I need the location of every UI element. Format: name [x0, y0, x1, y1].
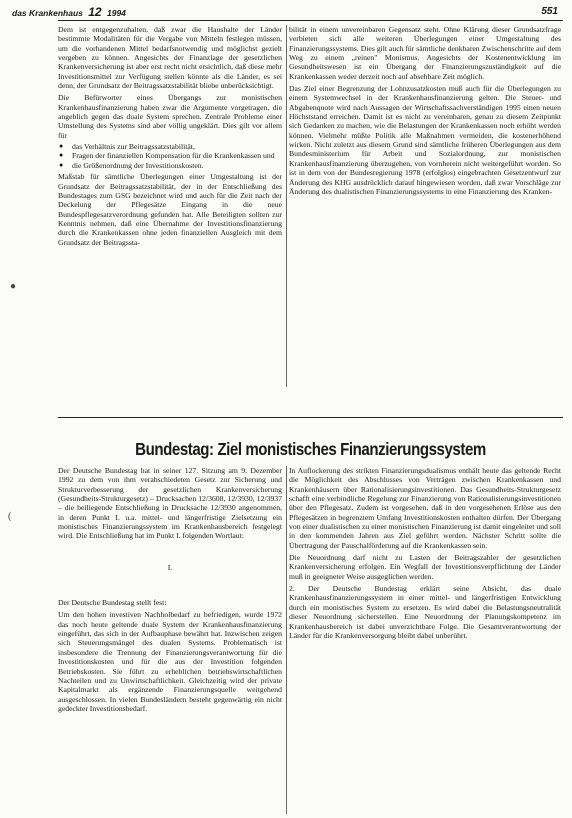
issue-number: 12: [88, 5, 102, 19]
article-col2-paragraph-3: 2. Der Deutsche Bundestag erklärt seine Absicht, das duale Krankenhausfinanzierungssystem in einer mittel- und längerfristigen Entwicklung durch ein monistisches System zu ersetzen. Es wird dabei die Belastungsneutralität dieser Neuordnung sicherstellen. Eine Neuordnung der Planungskompetenz im Krankenhausbereich ist dabei unverzichtbare Folge. Die Gesamtverantwortung der Länder für die Krankenversorgung bleibt dabei unberührt.: [289, 584, 561, 640]
section-roman-numeral: I.: [167, 562, 173, 572]
bullet-item: ● die Größenordnung der Investitionskosten.: [58, 161, 282, 170]
binding-hole-mark: ●: [10, 281, 17, 292]
article-column-2: [289, 466, 561, 640]
article-headline: Bundestag: Ziel monistisches Finanzierungssystem: [135, 439, 486, 459]
article-col2-paragraph-2: Die Neuordnung darf nicht zu Lasten der Beitragszahler der gesetzlichen Krankenversicherung erfolgen. Ein Wegfall der Investitionsverpflichtung der Länder muß in geeigneter Weise ausgeglichen werden.: [289, 553, 561, 581]
issue-year: 1994: [106, 8, 126, 18]
page-number: 551: [541, 6, 558, 17]
journal-running-head: [12, 5, 126, 19]
issue-bullet-list: [58, 142, 282, 170]
article-top-rule: [58, 417, 563, 418]
top-col1-paragraph-2: Die Befürworter eines Übergangs zur monistischen Krankenhausfinanzierung haben zwar die Argumente vorgetragen, die angeblich gegen das duale System sprechen. Zentrale Probleme einer Umstellung des Systems sind aber völlig ungeklärt. Dies gilt vor allem für: [58, 93, 282, 140]
binding-hole-mark: (: [8, 511, 12, 522]
top-column-divider: [286, 25, 287, 387]
bullet-item: ● das Verhältnis zur Beitragssatzstabilität,: [58, 142, 282, 151]
journal-name: das Krankenhaus: [12, 8, 83, 18]
bullet-item: ● Fragen der finanziellen Kompensation für die Krankenkassen und: [58, 151, 282, 160]
article-column-divider: [286, 466, 287, 814]
top-col2-paragraph-2: Das Ziel einer Begrenzung der Lohnzusatzkosten muß auch für die Überlegungen zu einem Systemwechsel in der Krankenhausfinanzierung gelten. Die Steuer- und Abgabenquote wird nach Aussagen der Wirtschaftssachverständigen 1995 einen neuen Höchststand erreichen. Damit ist es nicht zu vereinbaren, genau zu diesem Zeitpunkt sich Gedanken zu machen, wie die Belastungen der Krankenkassen noch erhöht werden können. Vielmehr müßte Politik alle Maßnahmen vermeiden, die kostenerhöhend wirken. Nicht zuletzt aus diesem Grund sind sämtliche früheren Überlegungen aus dem Bundesministerium für Arbeit und Sozialordnung, zur monistischen Krankenhausfinanzierung überzugehen, von vornherein nicht weitergeführt worden. So ist in dem von der Bundesregierung 1978 (erfolglos) eingebrachten Gesetzentwurf zur Änderung des KHG ausdrücklich darauf hingewiesen worden, daß zwar Vorschläge zur Änderung des dualistischen Finanzierungssystems in eine Finanzierung des Kranken-: [289, 84, 561, 196]
article-col1-paragraph-2: Der Deutsche Bundestag stellt fest:: [58, 598, 167, 608]
article-col2-paragraph-1: In Auflockerung des strikten Finanzierungsdualismus enthält heute das geltende Recht die Möglichkeit des Abschlusses von Verträgen zwischen Krankenkassen und Krankenhäusern über Rationalisierungsinvestitionen. Das Gesundheits-Strukturgesetz schafft eine verbindliche Regelung zur Finanzierung von Rationalisierungsinvestitionen über den Pflegesatz. Zudem ist vorgesehen, daß in den vorgesehenen Erlöse aus den Pflegesätzen in begrenztem Umfang Investitionskosten enthalten dürfen. Der Übergang von einer dualistischen zu einer monistischen Finanzierung ist damit eingeleitet und soll in den kommenden Jahren aus Ziel geführt werden. Nächster Schritt sollte die Übertragung der Pauschalförderung auf die Krankenkassen sein.: [289, 466, 561, 550]
header-rule: [58, 20, 563, 21]
top-column-1: [58, 25, 282, 247]
top-col2-paragraph-1: bilität in einem unvereinbaren Gegensatz steht. Ohne Klärung dieser Grundsatzfrage verbieten sich alle weiteren Überlegungen einer Umgestaltung des Finanzierungssystems. Dies gilt auch für sämtliche denkbaren Zwischenschritte auf dem Weg zu einem „reinen" Monismus. Angesichts der Kostenentwicklung im Gesundheitswesen ist ein Übergang der Finanzierungszuständigkeit auf die Krankenkassen weder derzeit noch auf absehbare Zeit möglich.: [289, 25, 561, 81]
top-column-2: [289, 25, 561, 196]
top-col1-paragraph-3: Maßstab für sämtliche Überlegungen einer Umgestaltung ist der Grundsatz der Beitragssatzstabilität, der in der Entschließung des Bundestages zum GSG bezeichnet wird und auch für die Zeit nach der Deckelung der Pflegesätze Eingang in die neue Bundespflegesatzverordnung gefunden hat. Alle Beteiligten sollten zur Kenntnis nehmen, daß eine Übernahme der Investitionsfinanzierung durch die Krankenkassen ohne jeden finanziellen Ausgleich mit dem Grundsatz der Beitragssta-: [58, 172, 282, 247]
article-col1-paragraph-1: Der Deutsche Bundestag hat in seiner 127. Sitzung am 9. Dezember 1992 zu dem von ihm verabschiedeten Gesetz zur Sicherung und Strukturverbesserung der gesetzlichen Krankenversicherung (Gesundheits-Strukturgesetz) – Drucksachen 12/3608, 12/3930, 12/3937 – die beiliegende Entschließung in Drucksache 12/3930 angenommen, in deren Punkt I. u.a. mittel- und längerfristige Zielsetzung ein monistisches Finanzierungssystem im Krankenhausbereich festgelegt wird. Die Entschließung hat im Punkt I. folgenden Wortlaut:: [58, 466, 282, 541]
top-col1-paragraph-1: Dem ist entgegenzuhalten, daß zwar die Haushalte der Länder bestimmte Modalitäten für die Vergabe von Mitteln festlegen müssen, um die vorhandenen Mittel bedarfsnotwendig und möglichst gezielt vergeben zu können. Angesichts der Finanzlage der gesetzlichen Krankenversicherung ist aber erst recht nicht ersichtlich, daß diese mehr Investitionsmittel zur Verfügung stellen könnte als die Länder, es sei denn, der Grundsatz der Beitragssatzstabilität bliebe unberücksichtigt.: [58, 25, 282, 91]
article-col1-paragraph-3: Um den hohen investiven Nachholbedarf zu befriedigen, wurde 1972 das noch heute geltende duale System der Krankenhausfinanzierung eingeführt, das sich in der Aufbauphase bewährt hat. Inzwischen zeigen sich Steuerungsmängel des dualen Systems. Problematisch ist insbesondere die Trennung der Finanzierungsverantwortung für die Investitionskosten und für die aus der Investition folgenden Betriebskosten. Sie führt zu erheblichen betriebswirtschaftlichen Nachteilen und zu Unwirtschaftlichkeit. Gleichzeitig wird der private Kapitalmarkt als ergänzende Finanzierungsquelle weitgehend ausgeschlossen. In vielen Bundesländern besteht gegenwärtig ein nicht gedeckter Investitionsbedarf.: [58, 610, 282, 713]
article-column-1: [58, 466, 282, 713]
